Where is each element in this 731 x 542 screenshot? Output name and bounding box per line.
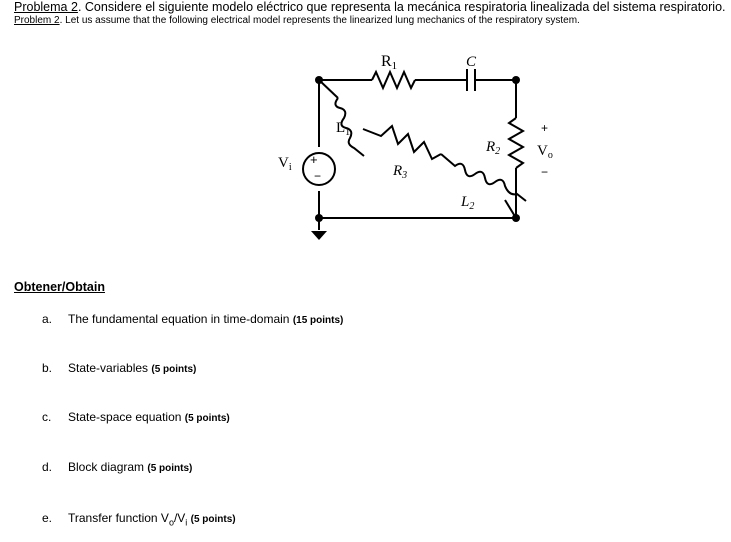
list-item-a xyxy=(42,312,343,326)
label-r1: R1 xyxy=(381,53,398,72)
resistor-r1 xyxy=(372,72,415,88)
label-vo-plus: + xyxy=(541,121,549,135)
list-item-c xyxy=(42,410,230,424)
ground-icon xyxy=(311,231,327,240)
item-letter: d. xyxy=(42,460,53,474)
item-points: (5 points) xyxy=(151,364,197,375)
problem-text-es: . Considere el siguiente modelo eléctrico que representa la mecánica respiratoria linealizada del sistema respiratorio. xyxy=(77,0,726,14)
label-vo-minus: − xyxy=(541,165,549,179)
label-l2: $L_2$ xyxy=(461,194,475,212)
item-text: State-variables xyxy=(68,361,149,375)
list-item-e xyxy=(42,511,236,527)
item-points: (5 points) xyxy=(147,463,193,474)
item-letter: a. xyxy=(42,312,53,326)
item-points: (15 points) xyxy=(292,315,344,326)
problem-number-en: Problem 2 xyxy=(14,15,60,26)
item-points: (5 points) xyxy=(190,514,236,525)
node-top-left xyxy=(315,76,323,84)
source-minus: − xyxy=(314,169,322,183)
label-r2: $R_2$ xyxy=(486,139,501,157)
list-item-d xyxy=(42,460,192,474)
item-text: Transfer function $V_o/V_i$ xyxy=(68,511,188,528)
label-r3: $R_3$ xyxy=(393,163,408,181)
node-top-right xyxy=(512,76,520,84)
source-plus: + xyxy=(310,152,318,167)
item-text: The fundamental equation in time-domain xyxy=(68,312,290,326)
label-c: C xyxy=(466,54,477,70)
list-item-b xyxy=(42,361,196,375)
node-bottom-right xyxy=(512,214,520,222)
obtain-heading: Obtener/Obtain xyxy=(14,280,105,294)
problem-text-en: . Let us assume that the following electrical model represents the linearized lung mechanics of the respiratory system. xyxy=(59,15,580,26)
inductor-l2 xyxy=(441,154,526,201)
label-l1: $L_1$ xyxy=(336,120,351,138)
resistor-r3 xyxy=(363,126,441,159)
item-text: State-space equation xyxy=(68,410,182,424)
item-points: (5 points) xyxy=(184,413,230,424)
label-vi: $V_i$ xyxy=(278,155,292,173)
problem-number-es: Problema 2 xyxy=(14,0,78,14)
item-letter: e. xyxy=(42,511,53,525)
resistor-r2 xyxy=(509,118,523,168)
label-vo: $V_o$ xyxy=(537,143,553,161)
item-letter: b. xyxy=(42,361,53,375)
item-text: Block diagram xyxy=(68,460,145,474)
item-letter: c. xyxy=(42,410,52,424)
